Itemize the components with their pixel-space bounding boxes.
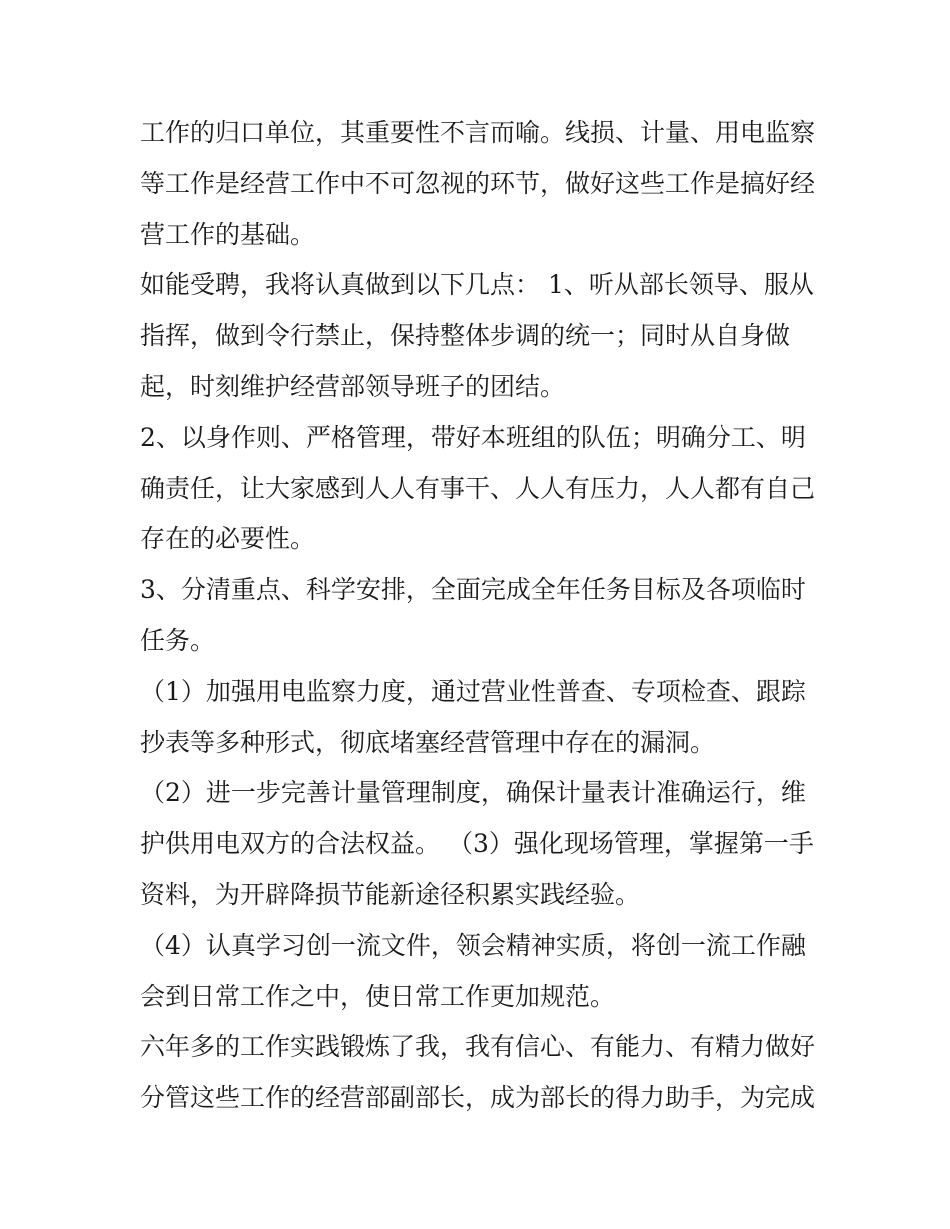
text-line: 3、分清重点、科学安排，全面完成全年任务目标及各项临时 — [140, 575, 806, 605]
text-line: 护供用电双方的合法权益。 （3）强化现场管理，掌握第一手 — [140, 829, 814, 859]
text-line: 存在的必要性。 — [140, 524, 316, 554]
text-line: 会到日常工作之中，使日常工作更加规范。 — [140, 981, 616, 1011]
text-line: 工作的归口单位，其重要性不言而喻。线损、计量、用电监察 — [140, 118, 816, 147]
text-line: 2、以身作则、严格管理，带好本班组的队伍；明确分工、明 — [140, 422, 806, 452]
text-line: 等工作是经营工作中不可忽视的环节，做好这些工作是搞好经 — [140, 168, 816, 198]
text-line: 抄表等多种形式，彻底堵塞经营管理中存在的漏洞。 — [140, 727, 716, 757]
text-line: （2）进一步完善计量管理制度，确保计量表计准确运行，维 — [140, 778, 806, 808]
text-line: 营工作的基础。 — [140, 219, 316, 249]
text-line: 资料，为开辟降损节能新途径积累实践经验。 — [140, 879, 641, 909]
text-line: 分管这些工作的经营部副部长，成为部长的得力助手，为完成 — [140, 1083, 816, 1113]
text-line: 如能受聘，我将认真做到以下几点： 1、听从部长领导、服从 — [140, 270, 814, 300]
text-line: 六年多的工作实践锻炼了我，我有信心、有能力、有精力做好 — [140, 1032, 816, 1062]
text-line: （4）认真学习创一流文件，领会精神实质，将创一流工作融 — [140, 930, 806, 960]
body-text — [140, 108, 830, 1124]
text-line: 指挥，做到令行禁止，保持整体步调的统一；同时从自身做 — [140, 321, 791, 351]
text-line: （1）加强用电监察力度，通过营业性普查、专项检查、跟踪 — [140, 676, 806, 706]
text-line: 任务。 — [140, 625, 216, 655]
text-line: 确责任，让大家感到人人有事干、人人有压力，人人都有自己 — [140, 473, 816, 503]
text-line: 起，时刻维护经营部领导班子的团结。 — [140, 371, 566, 401]
